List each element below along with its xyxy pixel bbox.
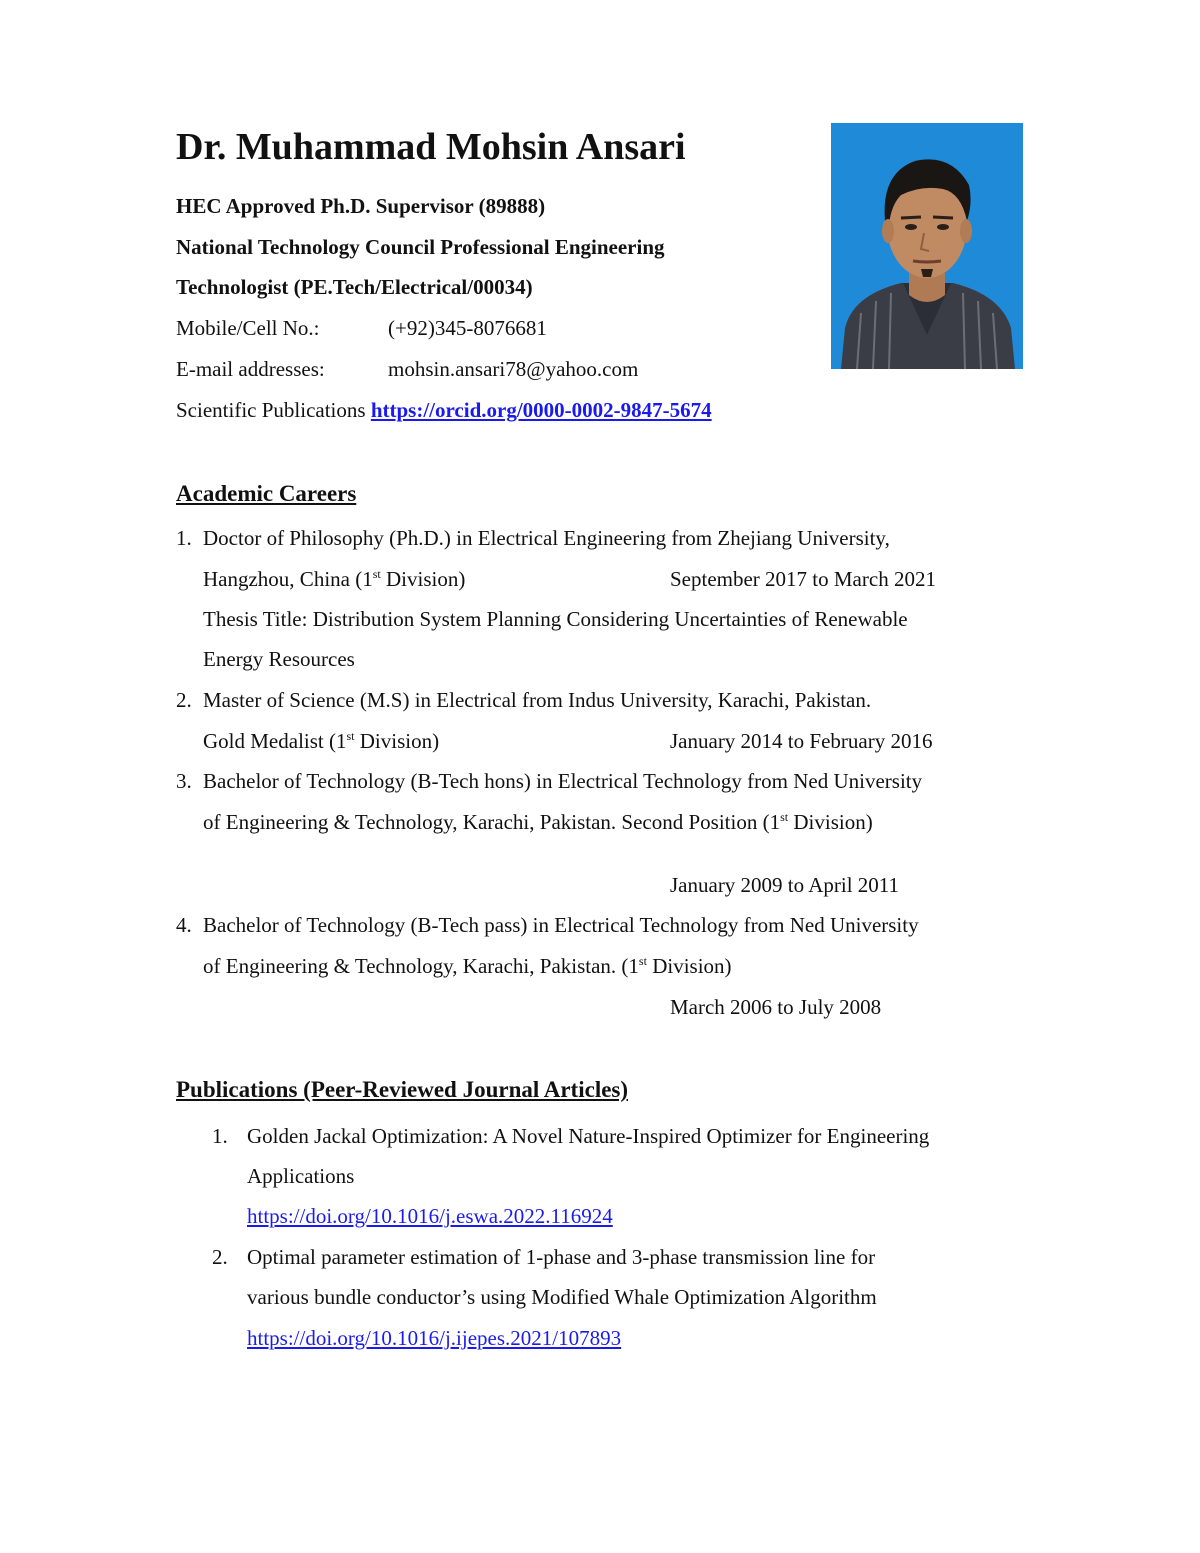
- publication-2-number: 2.: [212, 1245, 228, 1269]
- academic-item-4-date: March 2006 to July 2008: [670, 995, 882, 1019]
- academic-item-4-line2: of Engineering & Technology, Karachi, Pakistan. (1st Division): [203, 954, 732, 978]
- publication-2-title-line2: various bundle conductor’s using Modified Whale Optimization Algorithm: [247, 1285, 877, 1309]
- academic-item-1-line1: Doctor of Philosophy (Ph.D.) in Electrical Engineering from Zhejiang University,: [203, 526, 890, 550]
- academic-item-3-line2: of Engineering & Technology, Karachi, Pakistan. Second Position (1st Division): [203, 810, 873, 834]
- academic-item-2-line1: Master of Science (M.S) in Electrical from Indus University, Karachi, Pakistan.: [203, 688, 872, 712]
- publication-2-doi-link[interactable]: https://doi.org/10.1016/j.ijepes.2021/107893: [247, 1326, 622, 1350]
- academic-item-1-thesis-cont: Energy Resources: [203, 647, 355, 671]
- profile-photo: [831, 123, 1023, 369]
- academic-item-2-number: 2.: [176, 688, 192, 712]
- publication-1-doi-link[interactable]: https://doi.org/10.1016/j.eswa.2022.116924: [247, 1204, 613, 1228]
- academic-item-3-date: January 2009 to April 2011: [670, 873, 900, 897]
- publication-2-doi-row: [247, 1325, 621, 1351]
- person-name: Dr. Muhammad Mohsin Ansari: [176, 126, 686, 168]
- mobile-label: Mobile/Cell No.:: [176, 316, 320, 340]
- academic-item-2-date: January 2014 to February 2016: [670, 729, 933, 753]
- academic-item-1-line2: Hangzhou, China (1st Division): [203, 567, 466, 591]
- academic-item-2-line2: Gold Medalist (1st Division): [203, 729, 440, 753]
- publications-heading: Publications (Peer-Reviewed Journal Articles): [176, 1077, 629, 1102]
- academic-item-4-number: 4.: [176, 913, 192, 937]
- academic-item-1-thesis: Thesis Title: Distribution System Planning Considering Uncertainties of Renewable: [203, 607, 908, 631]
- academic-item-3-line1: Bachelor of Technology (B-Tech hons) in Electrical Technology from Ned University: [203, 769, 923, 793]
- portrait-image: [831, 123, 1023, 369]
- orcid-link[interactable]: https://orcid.org/0000-0002-9847-5674: [370, 398, 712, 422]
- publication-2-title-line1: Optimal parameter estimation of 1-phase and 3-phase transmission line for: [247, 1245, 876, 1269]
- publications-label: Scientific Publications: [176, 398, 366, 422]
- academic-item-1-date: September 2017 to March 2021: [670, 567, 936, 591]
- ntc-line-2: Technologist (PE.Tech/Electrical/00034): [176, 275, 533, 299]
- academic-careers-heading: Academic Careers: [176, 481, 357, 506]
- mobile-value: (+92)345-8076681: [388, 316, 547, 340]
- email-value: mohsin.ansari78@yahoo.com: [388, 357, 639, 381]
- academic-item-1-number: 1.: [176, 526, 192, 550]
- hec-supervisor-line: HEC Approved Ph.D. Supervisor (89888): [176, 194, 546, 218]
- publications-row: [176, 397, 712, 423]
- publication-1-title-line2: Applications: [247, 1164, 355, 1188]
- publication-1-doi-row: [247, 1203, 613, 1229]
- academic-item-4-line1: Bachelor of Technology (B-Tech pass) in Electrical Technology from Ned University: [203, 913, 919, 937]
- academic-item-3-number: 3.: [176, 769, 192, 793]
- publication-1-title-line1: Golden Jackal Optimization: A Novel Nature-Inspired Optimizer for Engineering: [247, 1124, 930, 1148]
- email-label: E-mail addresses:: [176, 357, 325, 381]
- ntc-line-1: National Technology Council Professional Engineering: [176, 235, 665, 259]
- publication-1-number: 1.: [212, 1124, 228, 1148]
